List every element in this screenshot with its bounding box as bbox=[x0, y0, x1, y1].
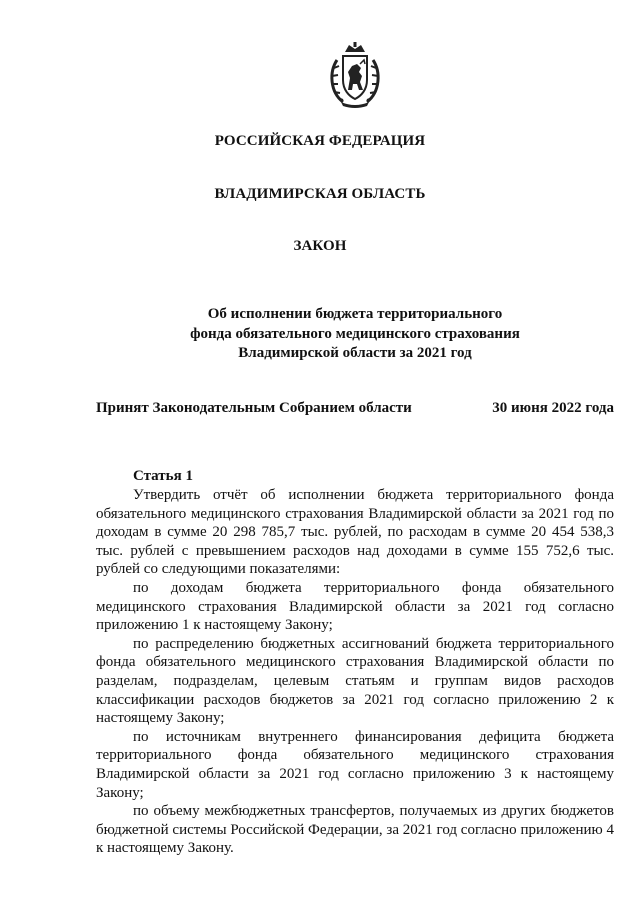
article-paragraph: по источникам внутреннего финансирования дефицита бюджета территориального фонда обязательного медицинского страхования Владимирской области за 2021 год согласно приложению 3 к настоящему Закону; bbox=[96, 728, 614, 801]
title-line: Владимирской области за 2021 год bbox=[238, 345, 472, 361]
article-paragraph: Утвердить отчёт об исполнении бюджета территориального фонда обязательного медицинского страхования Владимирской области за 2021 год по доходам в сумме 20 298 785,7 тыс. рублей, по расходам в сумме 20 454 538,3 тыс. рублей с превышением расходов над доходами в сумме 155 752,6 тыс. рублей со следующими показателями: bbox=[96, 487, 614, 578]
article-paragraph: по объему межбюджетных трансфертов, получаемых из других бюджетов бюджетной системы Российской Федерации, за 2021 год согласно приложению 4 к настоящему Закону. bbox=[96, 803, 614, 857]
article-paragraph: по доходам бюджета территориального фонда обязательного медицинского страхования Владимирской области за 2021 год согласно приложению 1 к настоящему Закону; bbox=[96, 579, 614, 634]
adoption-date: 30 июня 2022 года bbox=[492, 400, 614, 416]
article-heading: Статья 1 bbox=[133, 468, 193, 484]
title-line: фонда обязательного медицинского страхования bbox=[190, 325, 520, 342]
document-title bbox=[150, 305, 560, 364]
title-line: Об исполнении бюджета территориального bbox=[207, 306, 503, 322]
country-heading: РОССИЙСКАЯ ФЕДЕРАЦИЯ bbox=[214, 133, 426, 149]
document-type-heading: ЗАКОН bbox=[293, 238, 347, 254]
article-body bbox=[96, 486, 614, 858]
region-heading: ВЛАДИМИРСКАЯ ОБЛАСТЬ bbox=[214, 186, 426, 202]
coat-of-arms-icon bbox=[327, 42, 383, 108]
adoption-line bbox=[96, 400, 614, 417]
adopted-by: Принят Законодательным Собранием области bbox=[96, 400, 412, 416]
article-paragraph: по распределению бюджетных ассигнований бюджета территориального фонда обязательного медицинского страхования Владимирской области по разделам, подразделам, целевым статьям и группам видов расходов классификации расходов бюджетов за 2021 год согласно приложению 2 к настоящему Закону; bbox=[96, 635, 614, 727]
